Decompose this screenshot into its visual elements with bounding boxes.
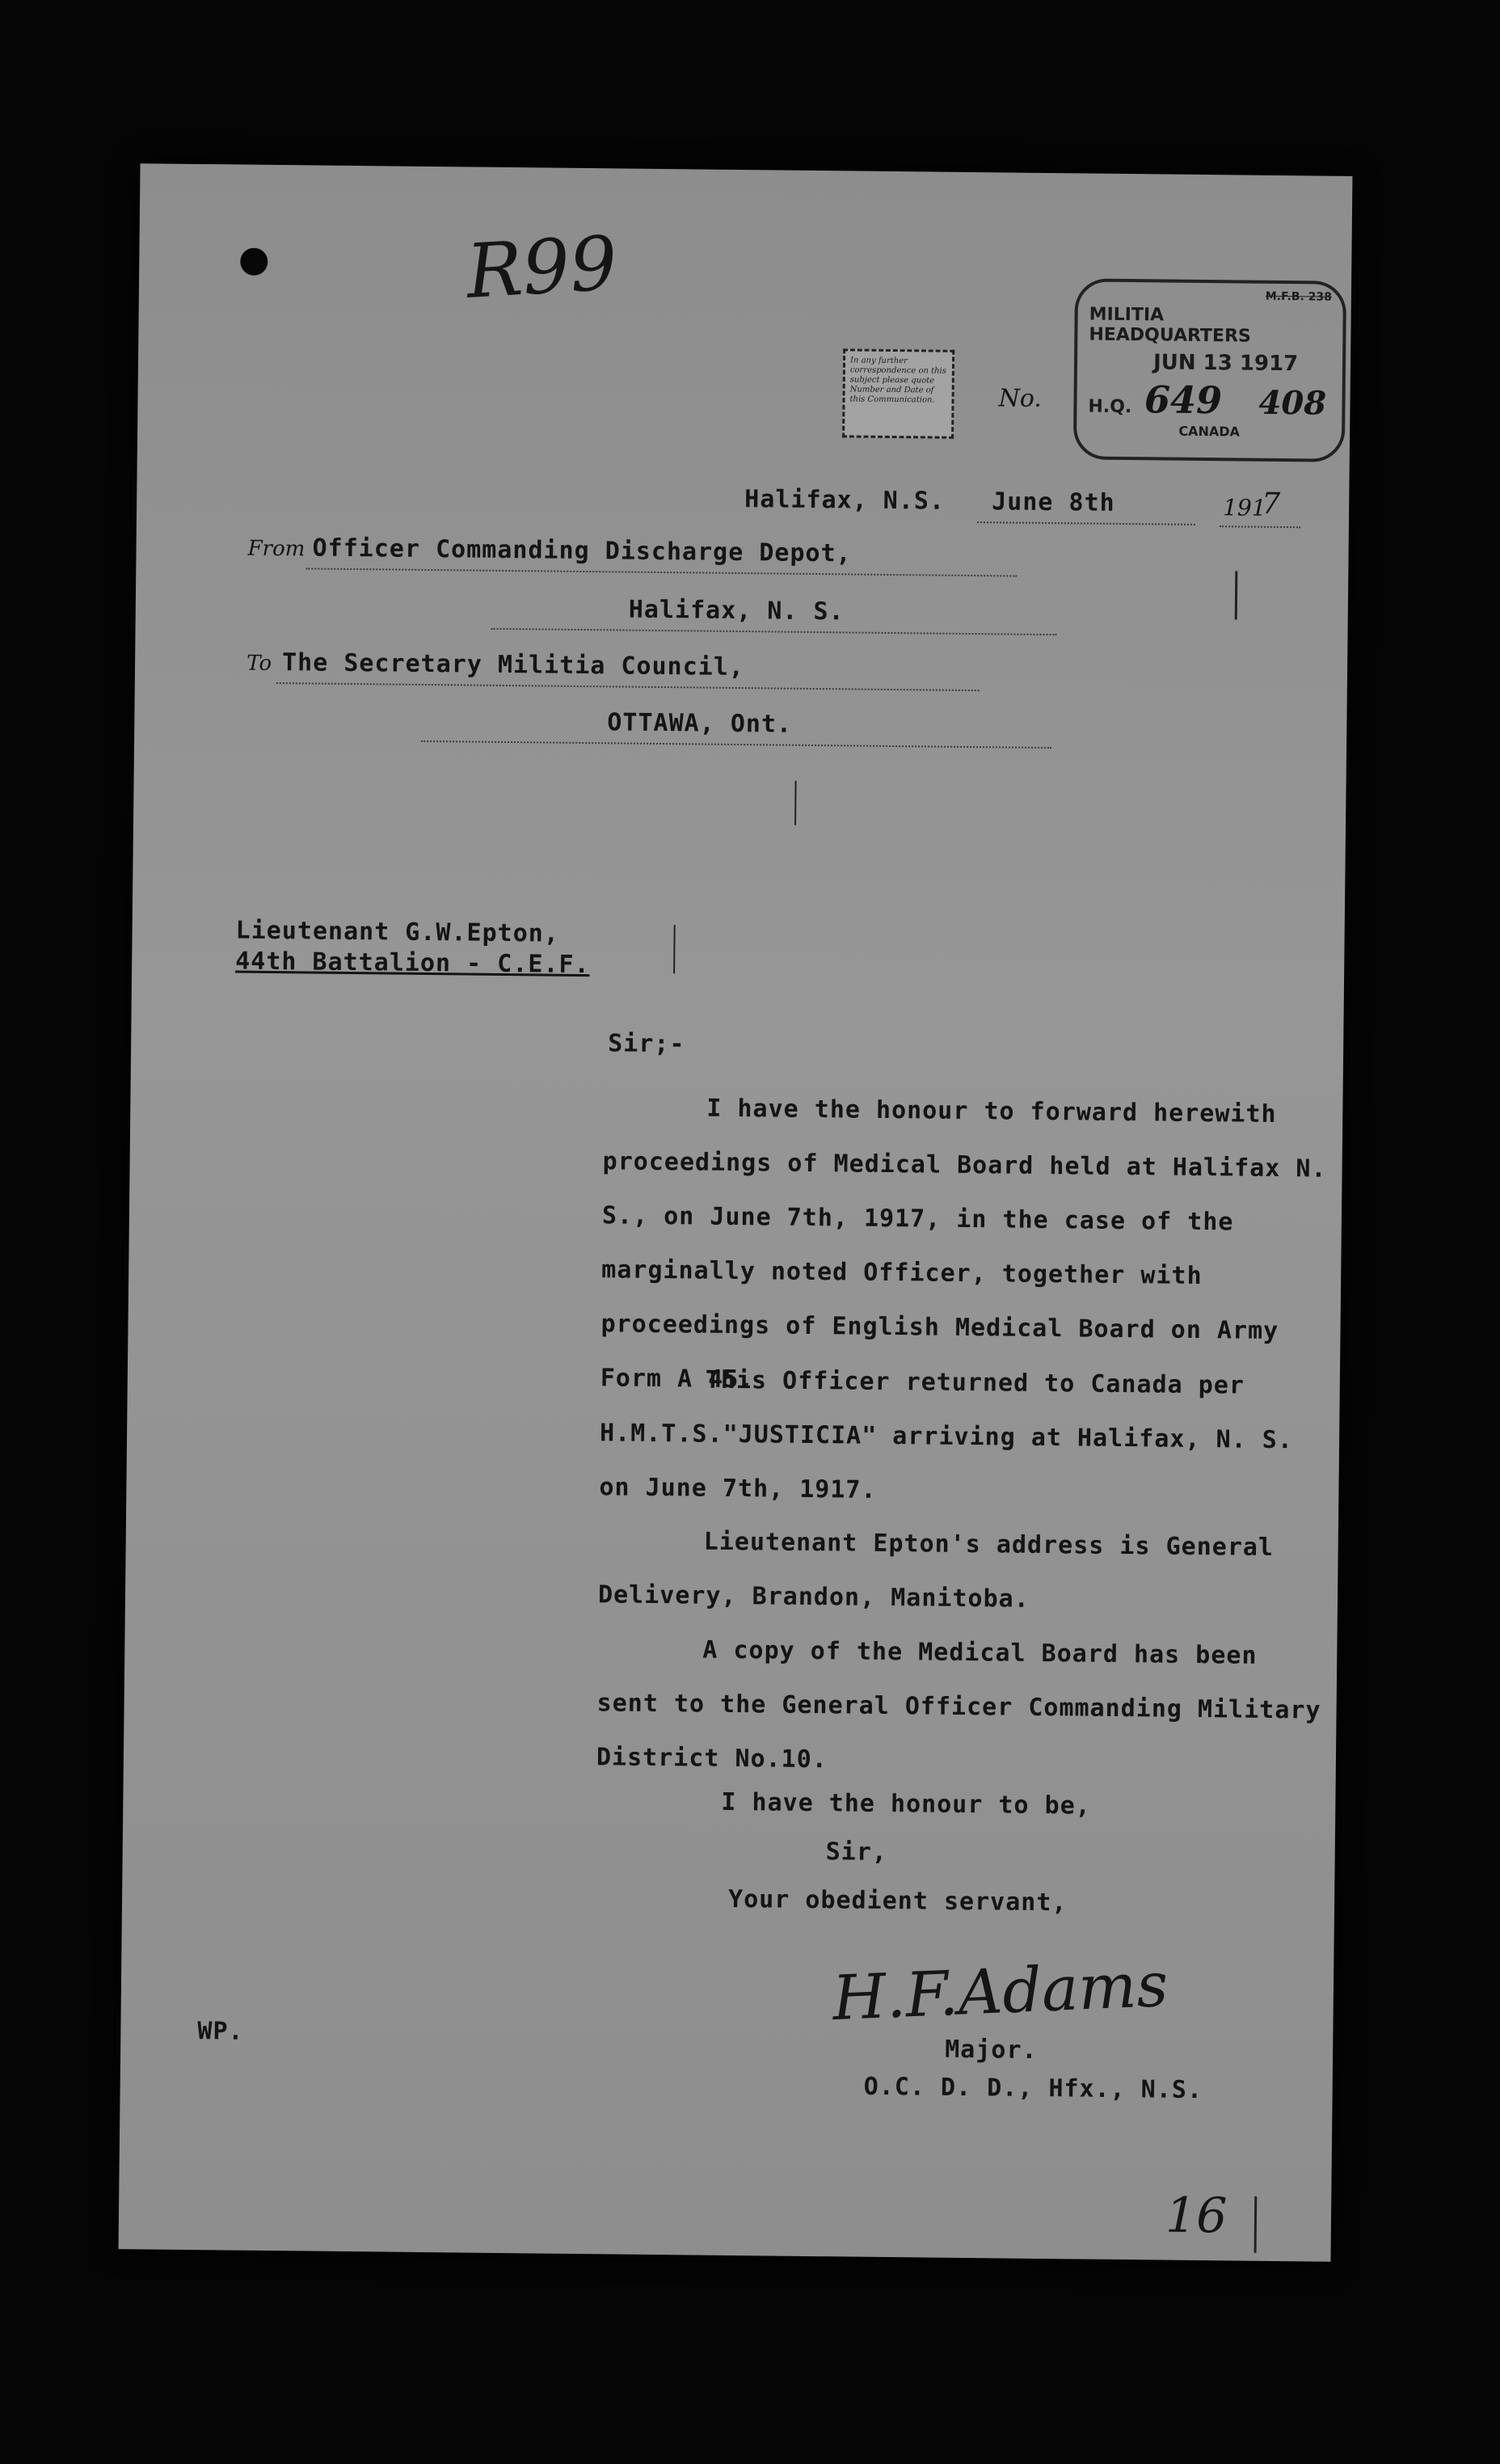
to-line-2: OTTAWA, Ont. xyxy=(607,708,793,739)
typist-initials: WP. xyxy=(197,2017,244,2046)
date-rule xyxy=(977,521,1195,525)
reference-notice-box: In any further correspondence on this subject please quote Number and Date of this Communication. xyxy=(842,348,954,438)
handwritten-page-number: 16 xyxy=(1165,2187,1228,2245)
margin-line-1 xyxy=(1235,571,1238,619)
paragraph-3: Lieutenant Epton's address is General Delivery, Brandon, Manitoba. xyxy=(597,1527,1275,1614)
to-rule-2 xyxy=(421,740,1051,749)
stamp-date: JUN 13 1917 xyxy=(1152,350,1299,377)
salutation: Sir;- xyxy=(607,1029,685,1059)
to-label: To xyxy=(246,651,272,676)
handwritten-file-mark: R99 xyxy=(464,219,620,315)
letter-date: June 8th xyxy=(992,487,1115,517)
year-rule xyxy=(1220,525,1300,528)
from-label: From xyxy=(247,536,305,562)
stamp-form-code: M.F.B. 238 xyxy=(1265,289,1332,304)
closing-line-3: Your obedient servant, xyxy=(727,1884,1068,1918)
year-prefix: 191 xyxy=(1222,494,1266,521)
to-line-1: The Secretary Militia Council, xyxy=(281,648,745,682)
from-line-1: Officer Commanding Discharge Depot, xyxy=(312,534,852,568)
signature-rank: Major. xyxy=(944,2035,1038,2065)
from-line-2: Halifax, N. S. xyxy=(628,595,845,627)
paragraph-2: This Officer returned to Canada per H.M.T.S."JUSTICIA" arriving at Halifax, N. S. on June 7th, 1917. xyxy=(599,1365,1294,1504)
stamp-country: CANADA xyxy=(1178,423,1241,440)
letter-place: Halifax, N.S. xyxy=(744,485,946,516)
stamp-number-row xyxy=(1088,378,1331,424)
stamp-handwritten-suffix: 408 xyxy=(1258,383,1327,423)
militia-headquarters-stamp xyxy=(1073,278,1346,462)
margin-line-3 xyxy=(673,925,676,973)
signature: H.F.Adams xyxy=(831,1947,1170,2035)
bottom-mark xyxy=(1254,2196,1258,2253)
letter-page xyxy=(119,163,1353,2262)
paragraph-1: I have the honour to forward herewith proceedings of Medical Board held at Halifax N. S., on June 7th, 1917, in the case of the marginally noted Officer, together with proceedings of English Medical Board on Army Form A 45. xyxy=(600,1094,1327,1394)
to-rule-1 xyxy=(276,682,980,691)
stamp-prefix: H.Q. xyxy=(1088,396,1132,418)
signature-title: O.C. D. D., Hfx., N.S. xyxy=(863,2072,1203,2105)
closing-line-2: Sir, xyxy=(825,1837,888,1867)
marginal-note-line-2: 44th Battalion - C.E.F. xyxy=(235,947,590,980)
from-rule-1 xyxy=(305,567,1017,576)
marginal-note-line-1: Lieutenant G.W.Epton, xyxy=(235,916,560,948)
stamp-handwritten-number: 649 xyxy=(1144,378,1223,423)
margin-line-2 xyxy=(794,781,797,825)
from-rule-2 xyxy=(491,628,1057,635)
paragraph-4: A copy of the Medical Board has been sent to the General Officer Commanding Military District No.10. xyxy=(596,1635,1321,1774)
year-digit-handwritten: 7 xyxy=(1262,487,1281,521)
number-label: No. xyxy=(998,384,1043,413)
closing-line-1: I have the honour to be, xyxy=(721,1787,1092,1821)
stamp-title: MILITIA HEADQUARTERS xyxy=(1089,304,1251,347)
punch-hole xyxy=(240,248,268,276)
